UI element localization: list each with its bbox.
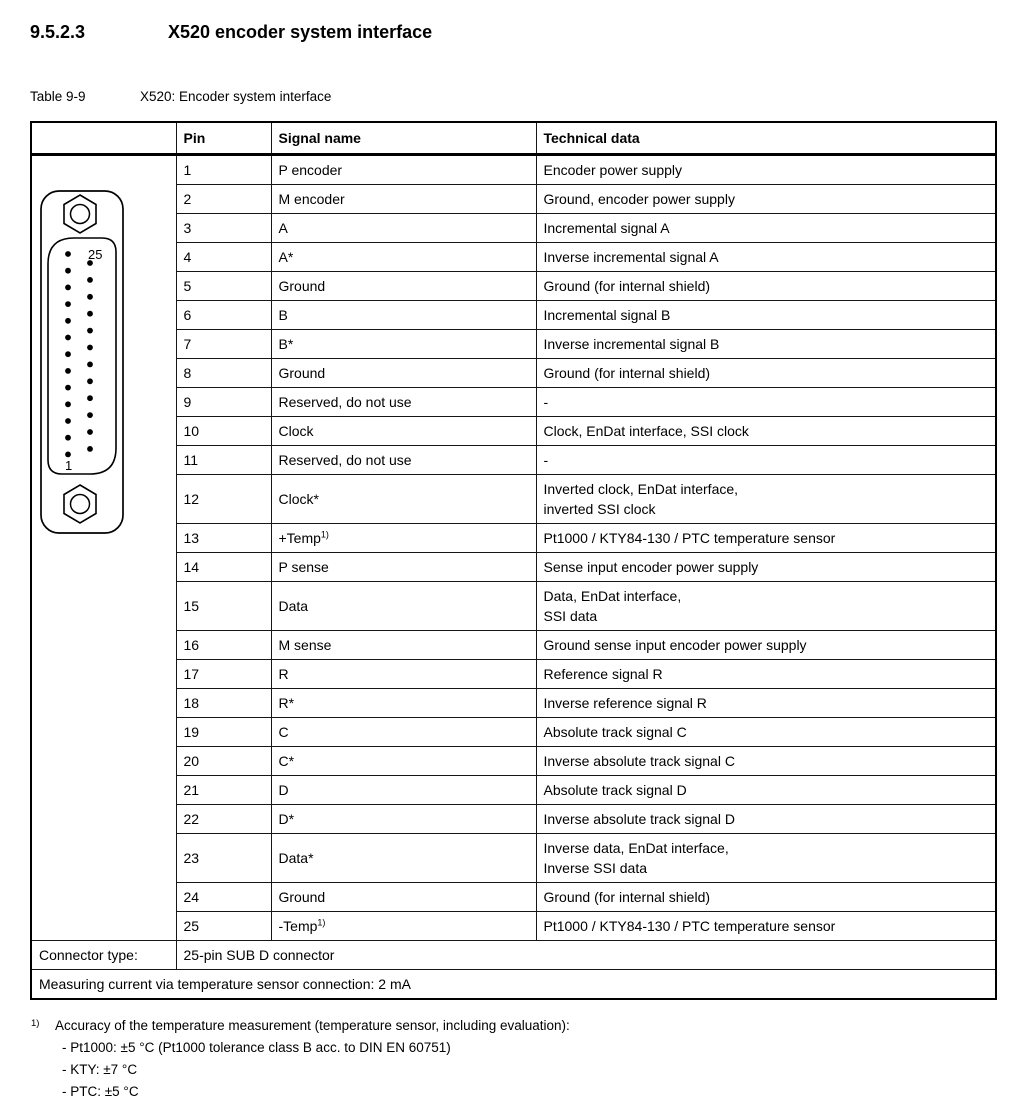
table-row xyxy=(31,747,996,776)
table-row xyxy=(31,417,996,446)
signal-name-cell: +Temp$^{1)}$ xyxy=(271,524,536,553)
signal-name-cell: B* xyxy=(271,330,536,359)
dsub-body xyxy=(48,238,116,474)
pin-cell: 2 xyxy=(176,185,271,214)
mounting-hole-bottom-icon xyxy=(71,495,90,514)
pin-cell: 19 xyxy=(176,718,271,747)
technical-data-cell: Inverse reference signal R xyxy=(536,689,996,718)
signal-name-cell: Ground xyxy=(271,883,536,912)
signal-name-cell: M sense xyxy=(271,631,536,660)
pin-cell: 22 xyxy=(176,805,271,834)
connector-type-value: 25-pin SUB D connector xyxy=(176,941,996,970)
technical-data-cell: Pt1000 / KTY84-130 / PTC temperature sensor xyxy=(536,912,996,941)
signal-name-cell: P sense xyxy=(271,553,536,582)
table-row xyxy=(31,582,996,631)
pin-dots xyxy=(65,251,93,457)
signal-name-cell: A xyxy=(271,214,536,243)
signal-name-cell: C xyxy=(271,718,536,747)
table-caption-text: X520: Encoder system interface xyxy=(140,89,332,104)
footnote xyxy=(30,1015,1010,1103)
pin-cell: 11 xyxy=(176,446,271,475)
pin-cell: 16 xyxy=(176,631,271,660)
signal-name-cell: D xyxy=(271,776,536,805)
signal-name-cell: B xyxy=(271,301,536,330)
table-row xyxy=(31,214,996,243)
signal-name-cell: C* xyxy=(271,747,536,776)
technical-data-cell: Absolute track signal D xyxy=(536,776,996,805)
technical-data-cell: Inverse data, EnDat interface, Inverse SSI data xyxy=(536,834,996,883)
technical-data-cell: Reference signal R xyxy=(536,660,996,689)
pin-cell: 18 xyxy=(176,689,271,718)
table-row xyxy=(31,912,996,941)
signal-name-cell: Ground xyxy=(271,359,536,388)
signal-name-cell: Clock xyxy=(271,417,536,446)
technical-data-cell: Ground sense input encoder power supply xyxy=(536,631,996,660)
signal-name-cell: -Temp$^{1)}$ xyxy=(271,912,536,941)
pin-1-label: 1 xyxy=(65,458,73,473)
table-row xyxy=(31,553,996,582)
pin-25-label: 25 xyxy=(88,247,103,262)
pin-cell: 12 xyxy=(176,475,271,524)
footnote-marker: 1) xyxy=(31,1018,40,1029)
signal-name-cell: P encoder xyxy=(271,155,536,185)
table-row xyxy=(31,272,996,301)
footnote-item: - Pt1000: ±5 °C (Pt1000 tolerance class B acc. to DIN EN 60751) xyxy=(62,1040,451,1055)
table-caption xyxy=(30,88,1010,106)
measuring-current-row xyxy=(31,970,996,1000)
technical-data-cell: Ground (for internal shield) xyxy=(536,272,996,301)
technical-data-cell: Sense input encoder power supply xyxy=(536,553,996,582)
connector-type-row xyxy=(31,941,996,970)
technical-data-cell: Ground, encoder power supply xyxy=(536,185,996,214)
technical-data-cell: - xyxy=(536,388,996,417)
signal-name-cell: Ground xyxy=(271,272,536,301)
technical-data-cell: Ground (for internal shield) xyxy=(536,359,996,388)
pin-cell: 8 xyxy=(176,359,271,388)
technical-data-cell: Inverse absolute track signal C xyxy=(536,747,996,776)
signal-name-cell: D* xyxy=(271,805,536,834)
table-row xyxy=(31,185,996,214)
table-row xyxy=(31,631,996,660)
pin-column-header: Pin xyxy=(176,122,271,155)
technical-data-cell: Inverse incremental signal A xyxy=(536,243,996,272)
signal-name-column-header: Signal name xyxy=(271,122,536,155)
footnote-item: - KTY: ±7 °C xyxy=(62,1062,138,1077)
footnote-item: - PTC: ±5 °C xyxy=(62,1084,139,1099)
signal-name-cell: R xyxy=(271,660,536,689)
table-row xyxy=(31,475,996,524)
encoder-interface-table xyxy=(30,121,997,1000)
table-row xyxy=(31,155,996,185)
table-row xyxy=(31,718,996,747)
pin-cell: 6 xyxy=(176,301,271,330)
table-row xyxy=(31,243,996,272)
footnote-items xyxy=(30,1037,1010,1103)
table-row xyxy=(31,446,996,475)
table-caption-label: Table 9-9 xyxy=(30,89,86,104)
mounting-hole-top-icon xyxy=(71,205,90,224)
pin-cell: 9 xyxy=(176,388,271,417)
pin-cell: 5 xyxy=(176,272,271,301)
technical-data-column-header: Technical data xyxy=(536,122,996,155)
signal-name-cell: Data* xyxy=(271,834,536,883)
technical-data-cell: Inverse incremental signal B xyxy=(536,330,996,359)
section-number: 9.5.2.3 xyxy=(30,22,86,42)
signal-name-cell: Reserved, do not use xyxy=(271,446,536,475)
section-title: X520 encoder system interface xyxy=(168,22,433,42)
pin-cell: 24 xyxy=(176,883,271,912)
pin-cell: 7 xyxy=(176,330,271,359)
dsub-shell xyxy=(41,191,123,533)
table-row xyxy=(31,359,996,388)
pin-cell: 20 xyxy=(176,747,271,776)
section-heading xyxy=(30,20,1010,44)
technical-data-cell: - xyxy=(536,446,996,475)
pin-cell: 23 xyxy=(176,834,271,883)
connector-type-label: Connector type: xyxy=(31,941,176,970)
table-row xyxy=(31,301,996,330)
pin-cell: 15 xyxy=(176,582,271,631)
table-row xyxy=(31,805,996,834)
measuring-current-note: Measuring current via temperature sensor connection: 2 mA xyxy=(31,970,996,1000)
technical-data-cell: Ground (for internal shield) xyxy=(536,883,996,912)
technical-data-cell: Inverse absolute track signal D xyxy=(536,805,996,834)
signal-name-cell: M encoder xyxy=(271,185,536,214)
pin-cell: 4 xyxy=(176,243,271,272)
pin-cell: 3 xyxy=(176,214,271,243)
signal-name-cell: Reserved, do not use xyxy=(271,388,536,417)
pin-cell: 10 xyxy=(176,417,271,446)
mounting-nut-bottom-icon xyxy=(64,485,96,523)
technical-data-cell: Inverted clock, EnDat interface, inverted SSI clock xyxy=(536,475,996,524)
document-page xyxy=(0,20,1010,1099)
signal-name-cell: R* xyxy=(271,689,536,718)
mounting-nut-top-icon xyxy=(64,195,96,233)
table-header-row xyxy=(31,122,996,155)
connector-graphic-cell xyxy=(31,155,176,941)
pin-cell: 13 xyxy=(176,524,271,553)
table-row xyxy=(31,883,996,912)
table-row xyxy=(31,524,996,553)
footnote-reference: 1) xyxy=(317,917,326,928)
technical-data-cell: Data, EnDat interface, SSI data xyxy=(536,582,996,631)
footnote-intro-line xyxy=(30,1015,1010,1037)
signal-name-cell: Data xyxy=(271,582,536,631)
table-row xyxy=(31,660,996,689)
technical-data-cell: Encoder power supply xyxy=(536,155,996,185)
technical-data-cell: Pt1000 / KTY84-130 / PTC temperature sensor xyxy=(536,524,996,553)
pin-cell: 25 xyxy=(176,912,271,941)
dsub-25pin-connector-icon xyxy=(32,156,175,538)
table-row xyxy=(31,330,996,359)
pin-cell: 14 xyxy=(176,553,271,582)
pin-cell: 17 xyxy=(176,660,271,689)
pin-table-body xyxy=(31,155,996,1000)
signal-name-cell: Clock* xyxy=(271,475,536,524)
technical-data-cell: Incremental signal A xyxy=(536,214,996,243)
pin-cell: 21 xyxy=(176,776,271,805)
footnote-reference: 1) xyxy=(320,529,329,540)
connector-column-header xyxy=(31,122,176,155)
technical-data-cell: Clock, EnDat interface, SSI clock xyxy=(536,417,996,446)
signal-name-cell: A* xyxy=(271,243,536,272)
footnote-intro-text: Accuracy of the temperature measurement (temperature sensor, including evaluation): xyxy=(55,1018,570,1033)
table-row xyxy=(31,834,996,883)
table-row xyxy=(31,388,996,417)
technical-data-cell: Incremental signal B xyxy=(536,301,996,330)
table-row xyxy=(31,689,996,718)
table-row xyxy=(31,776,996,805)
technical-data-cell: Absolute track signal C xyxy=(536,718,996,747)
pin-cell: 1 xyxy=(176,155,271,185)
